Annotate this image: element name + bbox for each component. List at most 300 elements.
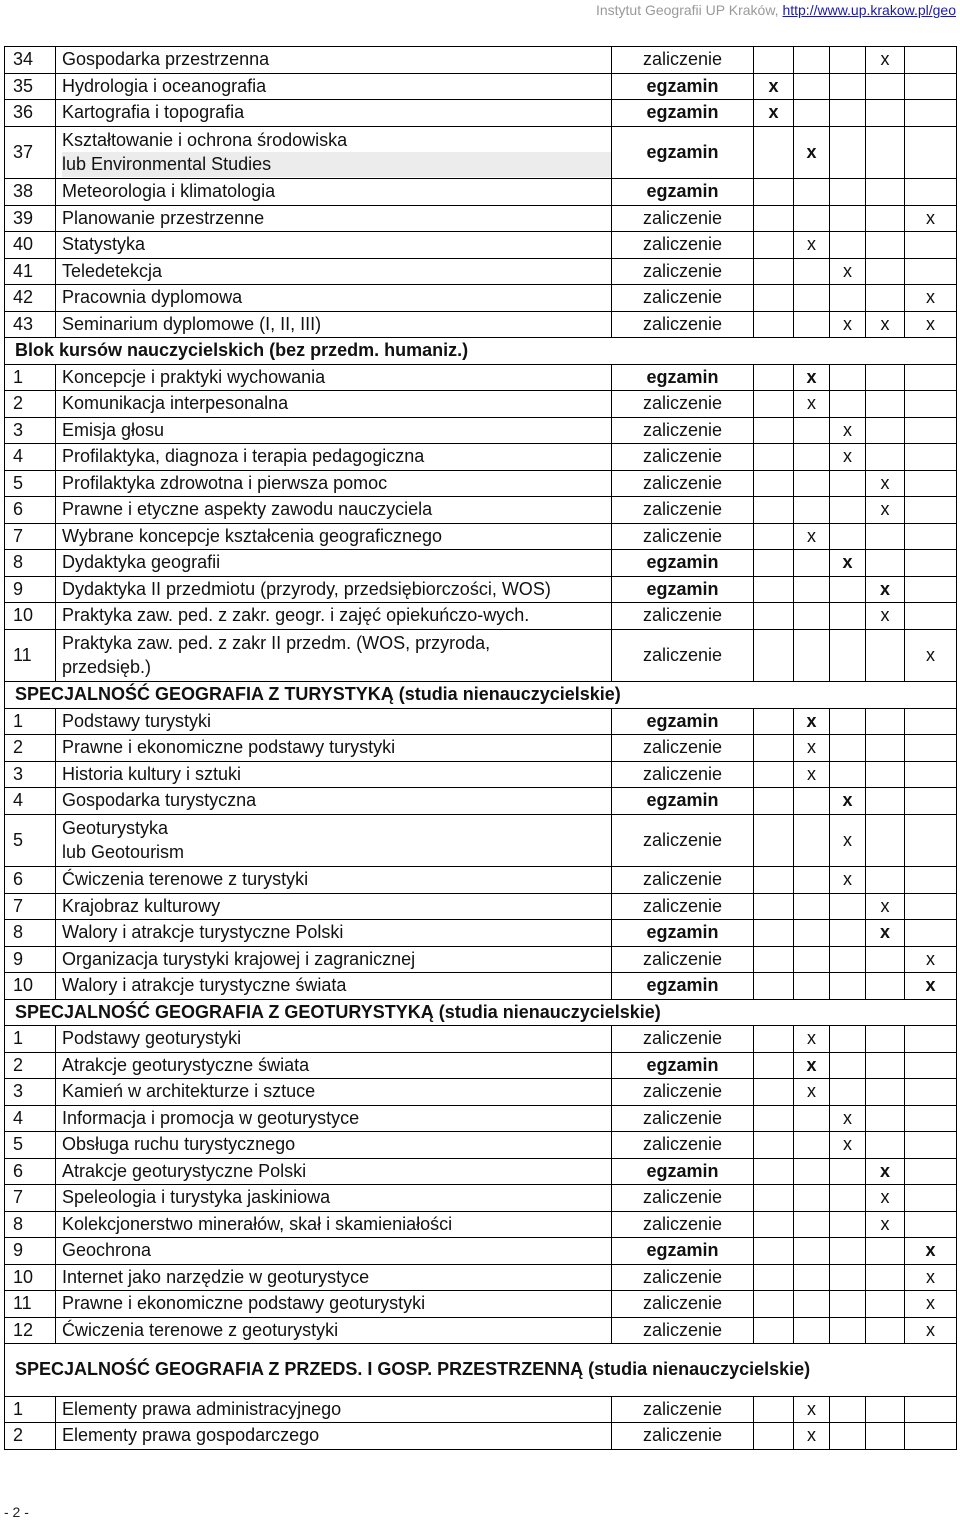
table-row (5, 100, 957, 127)
semester-mark (754, 205, 794, 232)
assessment-type: egzamin (612, 576, 754, 603)
semester-mark: x (794, 735, 830, 762)
semester-mark (754, 973, 794, 1000)
table-row (5, 470, 957, 497)
semester-mark (905, 788, 957, 815)
assessment-type: zaliczenie (612, 470, 754, 497)
assessment-type: zaliczenie (612, 1079, 754, 1106)
course-number: 10 (5, 973, 56, 1000)
semester-mark (830, 973, 866, 1000)
course-name: Kolekcjonerstwo minerałów, skał i skamieniałości (56, 1211, 612, 1238)
semester-mark (754, 497, 794, 524)
course-name: Dydaktyka geografii (56, 550, 612, 577)
semester-mark (830, 761, 866, 788)
table-row (5, 1291, 957, 1318)
semester-mark (905, 550, 957, 577)
semester-mark: x (794, 364, 830, 391)
semester-mark (754, 1317, 794, 1344)
semester-mark: x (866, 497, 905, 524)
semester-mark (905, 179, 957, 206)
header-url-link[interactable]: http://www.up.krakow.pl/geo (782, 2, 956, 18)
semester-mark (830, 1026, 866, 1053)
assessment-type: zaliczenie (612, 814, 754, 867)
course-number: 1 (5, 1026, 56, 1053)
course-number: 38 (5, 179, 56, 206)
semester-mark (905, 470, 957, 497)
semester-mark (830, 629, 866, 682)
course-number: 39 (5, 205, 56, 232)
semester-mark (830, 735, 866, 762)
semester-mark (754, 576, 794, 603)
semester-mark (905, 258, 957, 285)
semester-mark (830, 497, 866, 524)
assessment-type: zaliczenie (612, 629, 754, 682)
assessment-type: zaliczenie (612, 1132, 754, 1159)
assessment-type: egzamin (612, 920, 754, 947)
course-name: Teledetekcja (56, 258, 612, 285)
semester-mark (830, 470, 866, 497)
semester-mark (754, 1238, 794, 1265)
assessment-type: zaliczenie (612, 761, 754, 788)
semester-mark (754, 1079, 794, 1106)
semester-mark (866, 232, 905, 259)
semester-mark: x (866, 470, 905, 497)
semester-mark (794, 973, 830, 1000)
semester-mark (866, 205, 905, 232)
semester-mark: x (830, 550, 866, 577)
semester-mark (754, 735, 794, 762)
course-name: Informacja i promocja w geoturystyce (56, 1105, 612, 1132)
course-name: Prawne i etyczne aspekty zawodu nauczyciela (56, 497, 612, 524)
semester-mark (754, 311, 794, 338)
table-row (5, 603, 957, 630)
semester-mark (830, 893, 866, 920)
semester-mark (794, 1291, 830, 1318)
semester-mark (830, 1079, 866, 1106)
course-name: Speleologia i turystyka jaskiniowa (56, 1185, 612, 1212)
course-name: Planowanie przestrzenne (56, 205, 612, 232)
table-row (5, 893, 957, 920)
semester-mark (830, 179, 866, 206)
course-name: Prawne i ekonomiczne podstawy geoturystyki (56, 1291, 612, 1318)
course-number: 6 (5, 1158, 56, 1185)
semester-mark (866, 1423, 905, 1450)
semester-mark: x (905, 629, 957, 682)
semester-mark (794, 1211, 830, 1238)
semester-mark (754, 523, 794, 550)
assessment-type: egzamin (612, 126, 754, 179)
semester-mark (866, 1291, 905, 1318)
semester-mark (905, 1026, 957, 1053)
course-name: Ćwiczenia terenowe z geoturystyki (56, 1317, 612, 1344)
course-name (56, 126, 612, 179)
semester-mark (754, 179, 794, 206)
semester-mark (905, 1079, 957, 1106)
semester-mark (866, 179, 905, 206)
semester-mark (830, 100, 866, 127)
semester-mark (905, 232, 957, 259)
assessment-type: zaliczenie (612, 1423, 754, 1450)
course-name: Gospodarka turystyczna (56, 788, 612, 815)
table-row (5, 735, 957, 762)
semester-mark (794, 179, 830, 206)
course-name: Prawne i ekonomiczne podstawy turystyki (56, 735, 612, 762)
assessment-type: zaliczenie (612, 285, 754, 312)
course-number: 9 (5, 1238, 56, 1265)
table-row (5, 867, 957, 894)
course-name: Statystyka (56, 232, 612, 259)
semester-mark (866, 417, 905, 444)
semester-mark (905, 1396, 957, 1423)
semester-mark: x (905, 311, 957, 338)
semester-mark (794, 73, 830, 100)
semester-mark (866, 1105, 905, 1132)
semester-mark (754, 1026, 794, 1053)
course-name: Ćwiczenia terenowe z turystyki (56, 867, 612, 894)
assessment-type: zaliczenie (612, 946, 754, 973)
semester-mark (754, 550, 794, 577)
semester-mark (794, 576, 830, 603)
course-name: Wybrane koncepcje kształcenia geograficznego (56, 523, 612, 550)
table-row (5, 444, 957, 471)
table-row (5, 417, 957, 444)
table-row (5, 205, 957, 232)
course-number: 7 (5, 1185, 56, 1212)
course-number: 2 (5, 391, 56, 418)
semester-mark (905, 1132, 957, 1159)
assessment-type: egzamin (612, 73, 754, 100)
semester-mark (754, 867, 794, 894)
semester-mark (754, 1132, 794, 1159)
semester-mark: x (905, 1317, 957, 1344)
semester-mark (754, 920, 794, 947)
semester-mark (905, 1185, 957, 1212)
assessment-type: zaliczenie (612, 1291, 754, 1318)
course-name-line2: lub Environmental Studies (62, 152, 611, 176)
assessment-type: egzamin (612, 1238, 754, 1265)
page-header (596, 2, 956, 18)
course-name-line1: Praktyka zaw. ped. z zakr II przedm. (WOS, przyroda, (62, 632, 491, 653)
course-number: 5 (5, 1132, 56, 1159)
semester-mark: x (830, 788, 866, 815)
semester-mark (905, 47, 957, 74)
semester-mark: x (905, 973, 957, 1000)
course-number: 4 (5, 788, 56, 815)
course-number: 8 (5, 1211, 56, 1238)
course-number: 4 (5, 444, 56, 471)
semester-mark (866, 1317, 905, 1344)
semester-mark (866, 761, 905, 788)
semester-mark (794, 893, 830, 920)
course-name: Atrakcje geoturystyczne Polski (56, 1158, 612, 1185)
assessment-type: zaliczenie (612, 893, 754, 920)
semester-mark (754, 1211, 794, 1238)
page-number: - 2 - (4, 1504, 29, 1520)
course-name: Koncepcje i praktyki wychowania (56, 364, 612, 391)
semester-mark (794, 1132, 830, 1159)
course-number: 11 (5, 1291, 56, 1318)
course-number: 1 (5, 708, 56, 735)
assessment-type: zaliczenie (612, 1317, 754, 1344)
semester-mark: x (830, 444, 866, 471)
assessment-type: zaliczenie (612, 1026, 754, 1053)
semester-mark (754, 444, 794, 471)
semester-mark (830, 285, 866, 312)
semester-mark (830, 364, 866, 391)
course-number: 5 (5, 814, 56, 867)
semester-mark (866, 258, 905, 285)
table-row (5, 311, 957, 338)
course-number: 42 (5, 285, 56, 312)
semester-mark (905, 814, 957, 867)
assessment-type: egzamin (612, 1052, 754, 1079)
semester-mark (866, 814, 905, 867)
semester-mark: x (866, 1158, 905, 1185)
semester-mark (830, 1423, 866, 1450)
course-name: Walory i atrakcje turystyczne Polski (56, 920, 612, 947)
assessment-type: egzamin (612, 973, 754, 1000)
semester-mark: x (830, 258, 866, 285)
semester-mark (754, 126, 794, 179)
assessment-type: zaliczenie (612, 523, 754, 550)
semester-mark (866, 126, 905, 179)
semester-mark (866, 708, 905, 735)
semester-mark: x (830, 1132, 866, 1159)
course-number: 7 (5, 893, 56, 920)
semester-mark (794, 444, 830, 471)
table-row (5, 920, 957, 947)
semester-mark (830, 576, 866, 603)
semester-mark (794, 814, 830, 867)
course-number: 3 (5, 417, 56, 444)
semester-mark (830, 47, 866, 74)
semester-mark (794, 788, 830, 815)
course-number: 3 (5, 1079, 56, 1106)
course-number: 6 (5, 867, 56, 894)
semester-mark (794, 258, 830, 285)
course-name: Podstawy turystyki (56, 708, 612, 735)
course-number: 5 (5, 470, 56, 497)
assessment-type: egzamin (612, 179, 754, 206)
assessment-type: zaliczenie (612, 311, 754, 338)
semester-mark (794, 285, 830, 312)
semester-mark (794, 603, 830, 630)
semester-mark: x (830, 1105, 866, 1132)
assessment-type: zaliczenie (612, 1185, 754, 1212)
semester-mark (754, 946, 794, 973)
assessment-type: zaliczenie (612, 1105, 754, 1132)
semester-mark (905, 920, 957, 947)
semester-mark: x (830, 311, 866, 338)
semester-mark: x (794, 232, 830, 259)
course-name (56, 814, 612, 867)
semester-mark (830, 1291, 866, 1318)
semester-mark (830, 1396, 866, 1423)
semester-mark (754, 788, 794, 815)
semester-mark (754, 761, 794, 788)
table-row (5, 1132, 957, 1159)
assessment-type: egzamin (612, 364, 754, 391)
course-name (56, 629, 612, 682)
semester-mark (905, 1052, 957, 1079)
semester-mark (754, 285, 794, 312)
course-number: 43 (5, 311, 56, 338)
semester-mark (754, 893, 794, 920)
semester-mark (866, 1132, 905, 1159)
course-name: Elementy prawa administracyjnego (56, 1396, 612, 1423)
course-name: Historia kultury i sztuki (56, 761, 612, 788)
assessment-type: egzamin (612, 708, 754, 735)
semester-mark (754, 232, 794, 259)
table-row (5, 1211, 957, 1238)
course-name: Seminarium dyplomowe (I, II, III) (56, 311, 612, 338)
semester-mark: x (905, 1264, 957, 1291)
semester-mark (830, 708, 866, 735)
table-row (5, 788, 957, 815)
semester-mark (794, 100, 830, 127)
table-row (5, 946, 957, 973)
course-name: Gospodarka przestrzenna (56, 47, 612, 74)
header-institute: Instytut Geografii UP Kraków, (595, 2, 783, 18)
semester-mark (794, 470, 830, 497)
assessment-type: zaliczenie (612, 258, 754, 285)
course-name: Meteorologia i klimatologia (56, 179, 612, 206)
course-name: Profilaktyka zdrowotna i pierwsza pomoc (56, 470, 612, 497)
semester-mark: x (905, 1291, 957, 1318)
semester-mark: x (866, 1185, 905, 1212)
semester-mark: x (794, 391, 830, 418)
table-row (5, 285, 957, 312)
section-header (5, 999, 957, 1026)
semester-mark (905, 893, 957, 920)
table-row (5, 1079, 957, 1106)
assessment-type: zaliczenie (612, 232, 754, 259)
semester-mark (866, 391, 905, 418)
semester-mark (754, 364, 794, 391)
semester-mark (905, 735, 957, 762)
section-title: SPECJALNOŚĆ GEOGRAFIA Z TURYSTYKĄ (studia nienauczycielskie) (5, 682, 957, 709)
course-number: 34 (5, 47, 56, 74)
semester-mark: x (794, 1423, 830, 1450)
semester-mark (905, 1158, 957, 1185)
semester-mark (794, 1185, 830, 1212)
course-number: 1 (5, 364, 56, 391)
semester-mark (866, 735, 905, 762)
course-name-line1: Geoturystyka (62, 817, 169, 838)
assessment-type: egzamin (612, 788, 754, 815)
course-name: Podstawy geoturystyki (56, 1026, 612, 1053)
semester-mark (866, 867, 905, 894)
section-header (5, 1344, 957, 1397)
semester-mark (794, 497, 830, 524)
course-number: 9 (5, 946, 56, 973)
course-table (4, 46, 957, 1450)
semester-mark: x (866, 576, 905, 603)
table-row (5, 1052, 957, 1079)
semester-mark: x (866, 893, 905, 920)
semester-mark: x (794, 708, 830, 735)
assessment-type: egzamin (612, 100, 754, 127)
semester-mark (830, 946, 866, 973)
course-number: 10 (5, 603, 56, 630)
semester-mark (830, 73, 866, 100)
semester-mark (830, 920, 866, 947)
semester-mark (905, 761, 957, 788)
semester-mark (866, 629, 905, 682)
semester-mark: x (754, 73, 794, 100)
semester-mark (866, 1079, 905, 1106)
table-row (5, 973, 957, 1000)
assessment-type: zaliczenie (612, 47, 754, 74)
semester-mark (794, 1264, 830, 1291)
assessment-type: zaliczenie (612, 735, 754, 762)
section-header (5, 338, 957, 365)
semester-mark (794, 867, 830, 894)
course-name-line2: przedsięb.) (62, 657, 152, 678)
semester-mark (754, 603, 794, 630)
semester-mark: x (794, 1026, 830, 1053)
table-row (5, 1317, 957, 1344)
table-row (5, 391, 957, 418)
course-number: 2 (5, 1052, 56, 1079)
semester-mark (905, 603, 957, 630)
semester-mark (794, 1238, 830, 1265)
semester-mark: x (905, 1238, 957, 1265)
course-name-line2: lub Geotourism (62, 842, 185, 863)
semester-mark: x (866, 47, 905, 74)
semester-mark (866, 444, 905, 471)
semester-mark (905, 73, 957, 100)
course-name-line1: Kształtowanie i ochrona środowiska (62, 129, 348, 150)
table-row (5, 1185, 957, 1212)
course-number: 10 (5, 1264, 56, 1291)
semester-mark (830, 1211, 866, 1238)
semester-mark (754, 391, 794, 418)
semester-mark (830, 126, 866, 179)
semester-mark (866, 788, 905, 815)
semester-mark (905, 523, 957, 550)
assessment-type: zaliczenie (612, 391, 754, 418)
semester-mark (754, 470, 794, 497)
semester-mark (830, 1264, 866, 1291)
course-name: Krajobraz kulturowy (56, 893, 612, 920)
semester-mark (754, 814, 794, 867)
semester-mark (830, 1238, 866, 1265)
semester-mark (830, 603, 866, 630)
table-row (5, 179, 957, 206)
table-row (5, 523, 957, 550)
semester-mark: x (794, 523, 830, 550)
table-row (5, 1423, 957, 1450)
semester-mark (905, 1211, 957, 1238)
course-number: 2 (5, 1423, 56, 1450)
table-row (5, 497, 957, 524)
semester-mark: x (830, 867, 866, 894)
semester-mark (754, 1264, 794, 1291)
course-name: Praktyka zaw. ped. z zakr. geogr. i zajęć opiekuńczo-wych. (56, 603, 612, 630)
assessment-type: zaliczenie (612, 205, 754, 232)
semester-mark (866, 523, 905, 550)
table-row (5, 629, 957, 682)
course-number: 1 (5, 1396, 56, 1423)
course-number: 41 (5, 258, 56, 285)
semester-mark (866, 1026, 905, 1053)
table-row (5, 1026, 957, 1053)
course-number: 3 (5, 761, 56, 788)
section-header (5, 682, 957, 709)
course-number: 8 (5, 920, 56, 947)
semester-mark (754, 629, 794, 682)
